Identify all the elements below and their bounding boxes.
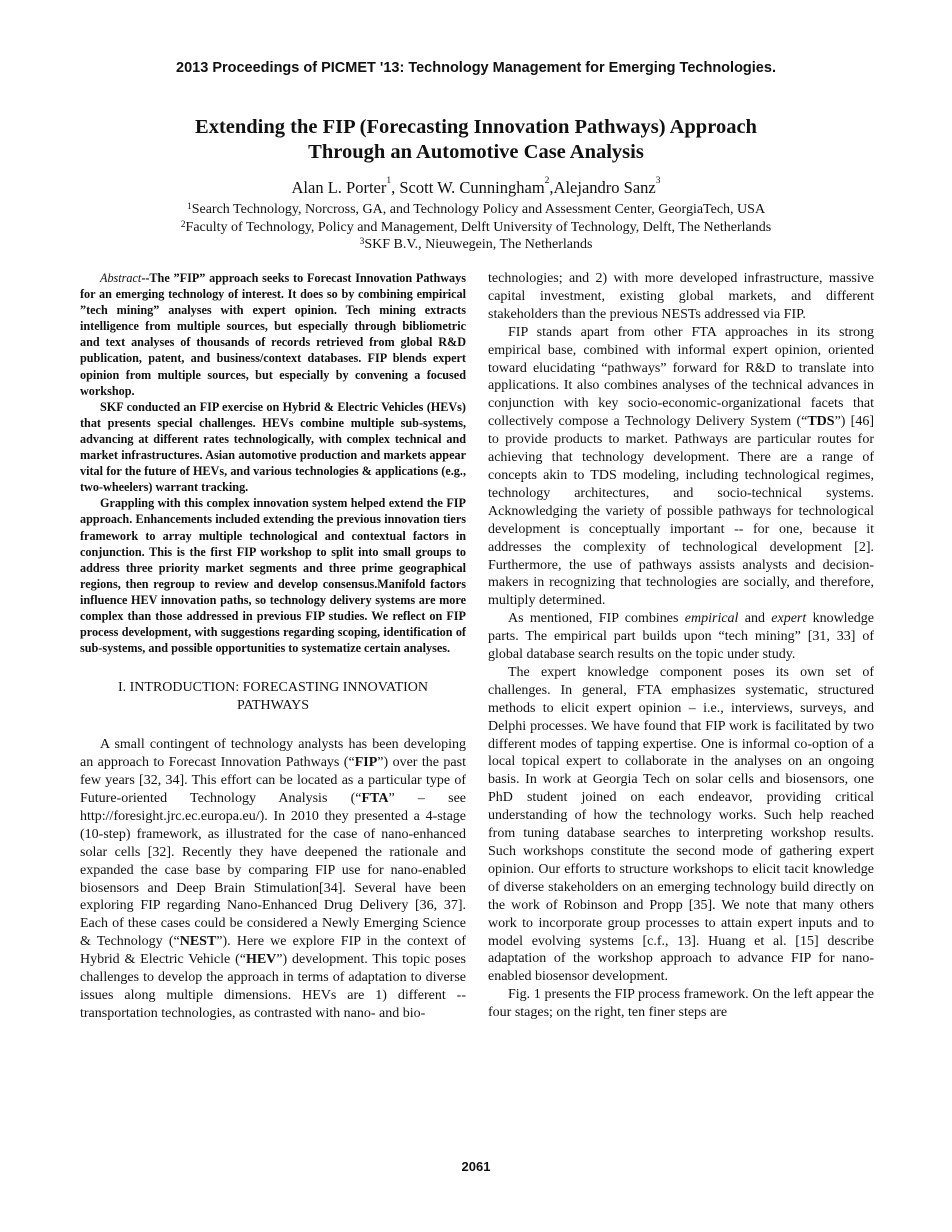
paper-title bbox=[60, 115, 892, 165]
bold-term: FTA bbox=[361, 790, 389, 806]
right-column bbox=[488, 270, 874, 1022]
body-paragraph bbox=[488, 610, 874, 664]
text-run: ”). Here we explore FIP in the context of Hybrid & Electric Vehicle (“ bbox=[80, 934, 466, 968]
italic-term: expert bbox=[771, 611, 807, 627]
text-run: As mentioned, FIP combines bbox=[508, 611, 685, 627]
body-paragraph: The expert knowledge component poses its own set of challenges. In general, FTA emphasizes systematic, structured methods to elicit expert opinion – i.e., interviews, surveys, and Delphi processes. We have found that FIP work is facilitated by two different modes of tapping expertise. One is informal co-option of a local topical expert to collaborate in the analyses on an ongoing basis. In work at Georgia Tech on solar cells and biosensors, one PhD student joined on each endeavor, providing critical understanding of how the technology works. Such help reached from tuning database searches to interpreting workshop results. Such workshops constitute the second mode of gathering expert opinion. Our efforts to structure workshops to elicit tacit knowledge of diverse stakeholders on an emerging technology build directly on the work of Robinson and Propp [35]. We note that many others work to incorporate group processes to attain expert inputs and to model evolving systems [c.f., 13]. Huang et al. [15] describe adaptation of the workshop approach to advance FIP for nano-enabled biosensor development. bbox=[488, 664, 874, 985]
section-heading-line-1: I. INTRODUCTION: FORECASTING INNOVATION bbox=[117, 680, 429, 696]
text-run: ”) over the past few years [32, 34]. This effort can be located as a particular type of Future-oriented Technology Analysis (“ bbox=[80, 755, 466, 806]
text-run: ”) [46] to provide products to market. Pathways are particular routes for achieving that technology development. There are a range of concepts akin to TDS modeling, including technological regimes, technology architectures, and socio-technical systems. Acknowledging the variety of possible pathways for technological development is conceptually important -- for one, because it addresses the complexity of technological development [2]. Furthermore, the use of pathways assists analysts and decision-makers in recognizing that technologies are socially, and therefore, multiply determined. bbox=[488, 414, 874, 609]
title-line-1: Extending the FIP (Forecasting Innovation Pathways) Approach bbox=[195, 116, 757, 138]
abstract-paragraph: SKF conducted an FIP exercise on Hybrid & Electric Vehicles (HEVs) that presents special challenges. HEVs combine multiple sub-systems, advancing at different rates technologically, with complex technical and market infrastructures. Asian automotive production and markets appear vital for the future of HEVs, and various technologies & applications (e.g., two-wheelers) warrant tracking. bbox=[80, 399, 466, 495]
affiliation-mark: 2 bbox=[180, 219, 186, 230]
affiliation-text: Search Technology, Norcross, GA, and Technology Policy and Assessment Center, GeorgiaTech, USA bbox=[191, 202, 766, 217]
abstract-paragraph: Grappling with this complex innovation system helped extend the FIP approach. Enhancements included extending the previous innovation tiers framework to array multiple technological and contextual factors in conjunction. This is the first FIP workshop to split into small groups to address three priority market segments and three prime geographical regions, then regroup to review and develop consensus.Manifold factors influence HEV innovation paths, so technology delivery systems are more complex than those addressed in previous FIP studies. We reflect on FIP process development, with suggestions regarding scoping, identification of sub-systems, and possible opportunities to systematize certain analyses. bbox=[80, 496, 466, 656]
introduction-body bbox=[80, 736, 466, 1023]
abstract-text: --The ”FIP” approach seeks to Forecast Innovation Pathways for an emerging technology of interest. It does so by combining empirical ”tech mining” analyses with expert opinion. Tech mining extracts intelligence from multiple sources, but especially through bibliometric and text analyses of thousands of records retrieved from global R&D publication, patent, and business/context databases. FIP blends expert opinion from multiple sources, but especially by convening a focused workshop. bbox=[80, 271, 466, 398]
text-run: FIP stands apart from other FTA approaches in its strong empirical base, combined with informal expert opinion, oriented toward elucidating “pathways” forward for R&D to translate into applications. It also combines analyses of the technical advances in conjunction with key socio-economic-organizational facets that collectively compose a Technology Delivery System (“ bbox=[488, 324, 874, 430]
author-affiliation-mark: 1 bbox=[386, 176, 392, 186]
abstract bbox=[80, 270, 466, 656]
author-separator: , bbox=[549, 178, 554, 197]
title-line-2: Through an Automotive Case Analysis bbox=[308, 141, 644, 163]
affiliation bbox=[60, 219, 892, 237]
affiliation bbox=[60, 201, 892, 219]
text-run: ”) development. This topic poses challenges to develop the approach in terms of adaptation to diverse issues along multiple dimensions. HEVs are 1) different -- transportation technologies, as contrasted with nano- and bio- bbox=[80, 952, 466, 1021]
left-column bbox=[80, 270, 466, 1023]
page-number: 2061 bbox=[461, 1159, 491, 1174]
italic-term: empirical bbox=[684, 611, 739, 627]
affiliation-mark: 1 bbox=[186, 202, 192, 212]
bold-term: HEV bbox=[245, 952, 277, 968]
author-name: Alejandro Sanz bbox=[553, 178, 656, 197]
text-run: knowledge parts. The empirical part builds upon “tech mining” [31, 33] of global database search results on the topic under study. bbox=[488, 611, 875, 663]
author-name: Scott W. Cunningham bbox=[399, 178, 545, 197]
body-paragraph: Fig. 1 presents the FIP process framework. On the left appear the four stages; on the right, ten finer steps are bbox=[488, 987, 874, 1021]
bold-term: FIP bbox=[354, 755, 378, 771]
affiliation-text: Faculty of Technology, Policy and Management, Delft University of Technology, Delft, The Netherlands bbox=[185, 219, 772, 235]
abstract-label: Abstract bbox=[100, 271, 142, 285]
affiliation bbox=[60, 236, 892, 254]
author-affiliation-mark: 2 bbox=[544, 176, 550, 186]
body-paragraph: technologies; and 2) with more developed infrastructure, massive capital investment, existing global markets, and different stakeholders than the previous NESTs addressed via FIP. bbox=[488, 271, 874, 322]
author-separator: , bbox=[391, 178, 400, 197]
conference-header: 2013 Proceedings of PICMET '13: Technology Management for Emerging Technologies. bbox=[176, 60, 776, 76]
text-run: A small contingent of technology analysts has been developing an approach to Forecast Innovation Pathways (“ bbox=[80, 737, 466, 771]
author-name: Alan L. Porter bbox=[291, 178, 387, 197]
affiliation-mark: 3 bbox=[359, 237, 365, 248]
body-paragraph bbox=[80, 736, 466, 1023]
bold-term: NEST bbox=[179, 934, 217, 950]
affiliation-text: SKF B.V., Nieuwegein, The Netherlands bbox=[364, 237, 593, 253]
section-heading-line-2: PATHWAYS bbox=[236, 698, 310, 714]
body-paragraph bbox=[488, 324, 874, 611]
text-run: ” – see http://foresight.jrc.ec.europa.eu/). In 2010 they presented a 4-stage (10-step) framework, as illustrated for the case of nano-enhanced solar cells [32]. Recently they have deepened the rationale and expanded the case base by comparing FIP use for nano-enabled biosensors and Deep Brain Stimulation[34]. Several have been exploring FIP regarding Nano-Enhanced Drug Delivery [36, 37]. Each of these cases could be considered a Newly Emerging Science & Technology (“ bbox=[80, 790, 467, 950]
text-run: and bbox=[738, 611, 772, 627]
affiliation-list bbox=[60, 201, 892, 254]
section-heading bbox=[80, 679, 466, 715]
author-affiliation-mark: 3 bbox=[655, 176, 661, 186]
author-list bbox=[60, 178, 892, 198]
abstract-paragraph bbox=[80, 270, 466, 399]
bold-term: TDS bbox=[807, 414, 835, 430]
